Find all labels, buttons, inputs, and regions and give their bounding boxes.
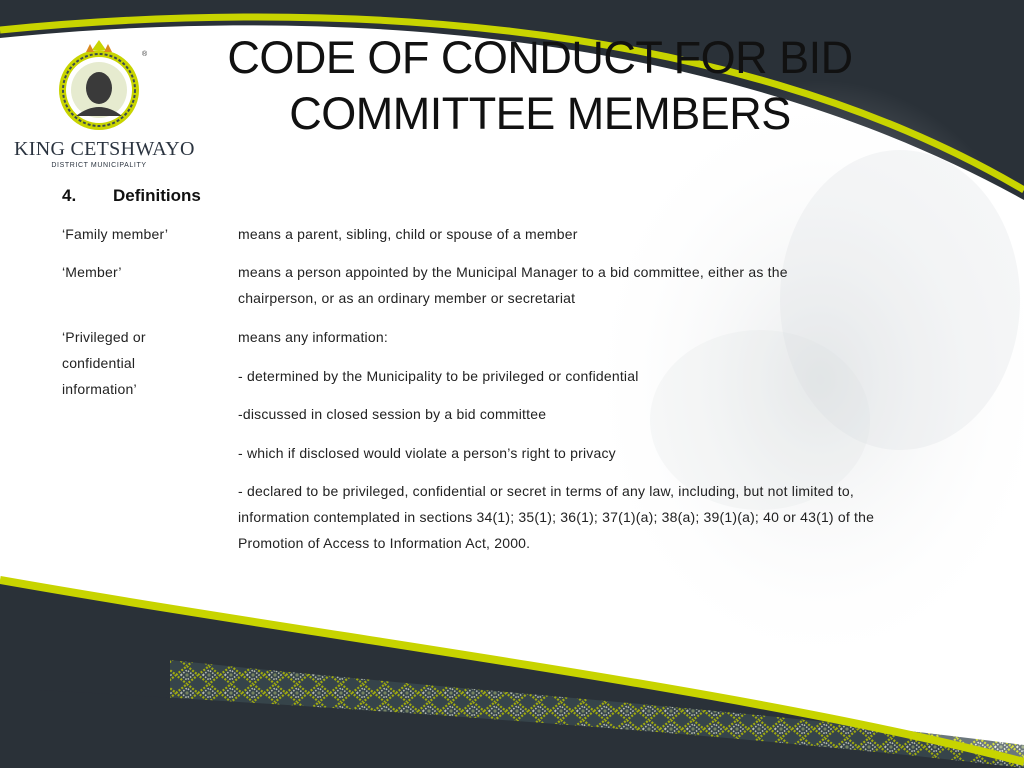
term-family-member: ‘Family member’ <box>62 226 169 242</box>
term-member: ‘Member’ <box>62 264 122 280</box>
logo-name: KING CETSHWAYO <box>14 138 195 160</box>
section-heading <box>62 186 201 206</box>
definition-family-member: means a parent, sibling, child or spouse of a member <box>238 226 578 242</box>
logo-subtitle: DISTRICT MUNICIPALITY <box>51 162 147 169</box>
definition-member: means a person appointed by the Municipal Manager to a bid committee, either as the chairperson, or as an ordinary member or secretariat <box>238 264 788 306</box>
term-privileged-information: ‘Privileged or confidential information’ <box>62 329 146 397</box>
slide-title <box>150 30 930 142</box>
definition-privileged-intro: means any information: <box>238 329 388 345</box>
definition-privileged-item: - determined by the Municipality to be privileged or confidential <box>238 368 639 384</box>
definition-privileged-item: - declared to be privileged, confidential or secret in terms of any law, including, but not limited to, information contemplated in sections 34(1); 35(1); 36(1); 37(1)(a); 38(a); 39(1)(a); 40 or 43(1) of the Promotion of Access to Information Act, 2000. <box>238 483 875 551</box>
title-line-2: COMMITTEE MEMBERS <box>289 88 791 139</box>
title-line-1: CODE OF CONDUCT FOR BID <box>227 32 853 83</box>
svg-text:®: ® <box>142 51 148 58</box>
section-number: 4. <box>62 186 77 205</box>
definition-privileged-item: - which if disclosed would violate a person’s right to privacy <box>238 445 616 461</box>
definition-privileged-item: -discussed in closed session by a bid committee <box>238 406 547 422</box>
section-title: Definitions <box>113 186 201 205</box>
